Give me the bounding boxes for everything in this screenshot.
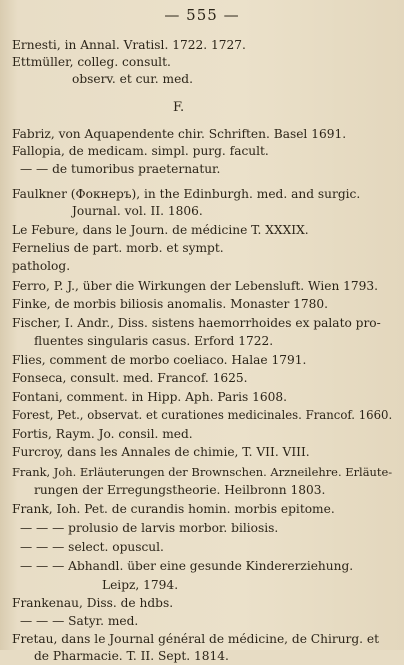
page-number: — 555 — [164,6,240,24]
entry-line: Frank, Ioh. Pet. de curandis homin. morbis epitome. [12,502,335,516]
entry-line: Faulkner (Фокнеръ), in the Edinburgh. med. and surgic. [12,187,361,201]
entry-line: Finke, de morbis biliosis anomalis. Monaster 1780. [12,297,329,311]
entry-line: Fernelius de part. morb. et sympt. [12,241,224,255]
entry-line: — — — prolusio de larvis morbor. biliosis. [20,521,279,535]
entry-line: Fabriz, von Aquapendente chir. Schriften. Basel 1691. [12,127,347,141]
entry-line: observ. et cur. med. [72,72,193,86]
entry-line: — — — Satyr. med. [20,614,139,628]
entry-line: Fischer, I. Andr., Diss. sistens haemorrhoides ex palato pro- [12,316,381,330]
entry-line: Flies, comment de morbo coeliaco. Halae 1791. [12,353,307,367]
entry-line: Journal. vol. II. 1806. [72,204,203,218]
entry-line: Frank, Joh. Erläuterungen der Brownschen. Arzneilehre. Erläute- [12,465,393,479]
entry-line: patholog. [12,259,71,273]
entry-line: Forest, Pet., observat. et curationes medicinales. Francof. 1660. [12,408,393,422]
entry-line: Furcroy, dans les Annales de chimie, T. VII. VIII. [12,445,310,459]
entry-line: Fontani, comment. in Hipp. Aph. Paris 1608. [12,390,287,404]
entry-line: Frankenau, Diss. de hdbs. [12,596,174,610]
entry-line: rungen der Erregungstheorie. Heilbronn 1803. [34,483,326,497]
entry-line: — — — select. opuscul. [20,540,164,554]
entry-line: fluentes singularis casus. Erford 1722. [34,334,274,348]
entry-line: de Pharmacie. T. II. Sept. 1814. [34,649,229,663]
entry-line: Fortis, Raym. Jo. consil. med. [12,427,193,441]
entry-line: Ernesti, in Annal. Vratisl. 1722. 1727. [12,38,246,52]
entry-line: Fonseca, consult. med. Francof. 1625. [12,371,248,385]
entry-line: Leipz, 1794. [102,578,179,592]
entry-line: Ettmüller, colleg. consult. [12,55,171,69]
entry-line: — — — Abhandl. über eine gesunde Kindererziehung. [20,559,354,573]
entry-line: Fallopia, de medicam. simpl. purg. facult. [12,144,269,158]
entry-line: Le Febure, dans le Journ. de médicine T. XXXIX. [12,223,309,237]
entry-line: Fretau, dans le Journal général de médicine, de Chirurg. et [12,632,380,646]
section-letter: F. [173,100,185,115]
entry-line: — — de tumoribus praeternatur. [20,162,221,176]
entry-line: Ferro, P. J., über die Wirkungen der Lebensluft. Wien 1793. [12,279,379,293]
